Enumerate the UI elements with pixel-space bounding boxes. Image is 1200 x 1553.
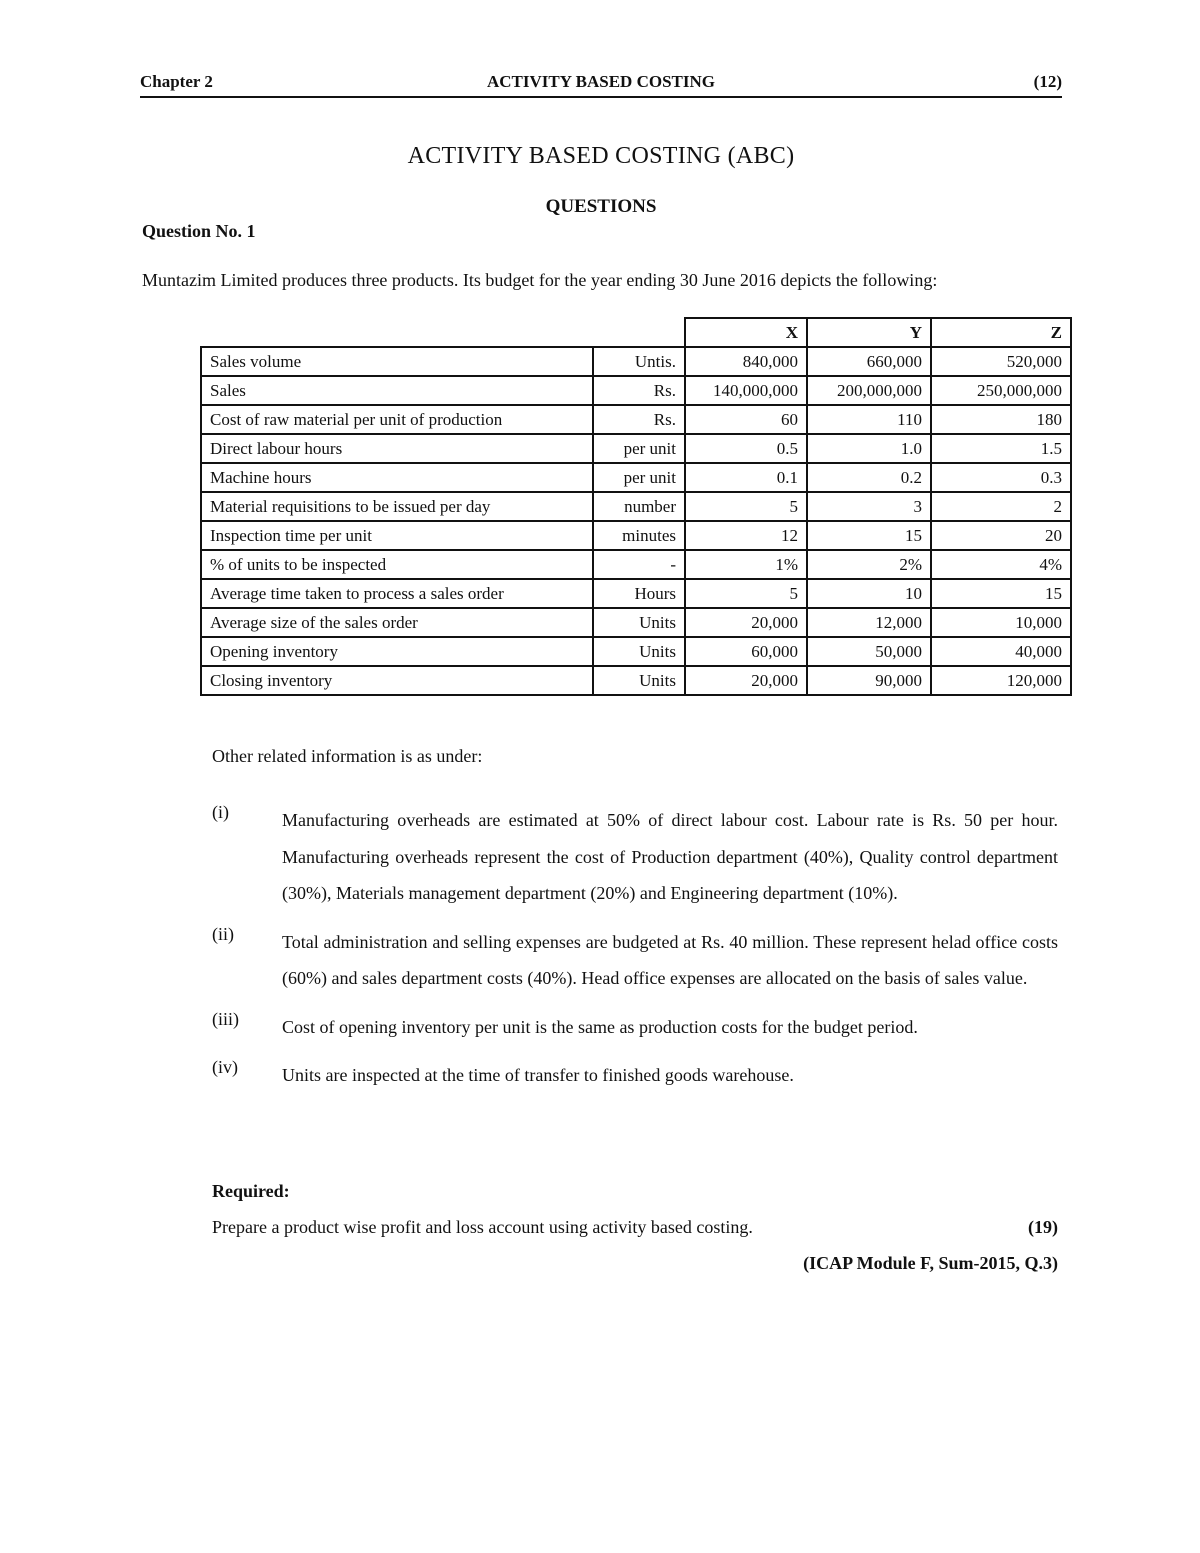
cell-y: 0.2: [807, 463, 931, 492]
row-label: Sales volume: [201, 347, 593, 376]
question-label: Question No. 1: [142, 221, 256, 241]
cell-x: 60,000: [685, 637, 807, 666]
row-label: Average size of the sales order: [201, 608, 593, 637]
cell-x: 12: [685, 521, 807, 550]
list-item-marker: (i): [212, 802, 229, 822]
list-item-marker: (iii): [212, 1008, 239, 1029]
question-source: (ICAP Module F, Sum-2015, Q.3): [803, 1253, 1058, 1273]
cell-z: 120,000: [931, 666, 1071, 695]
table-row: [201, 434, 1071, 463]
row-unit: Rs.: [593, 376, 685, 405]
cell-x: 0.5: [685, 434, 807, 463]
cell-y: 660,000: [807, 347, 931, 376]
row-label: % of units to be inspected: [201, 550, 593, 579]
required-text: Prepare a product wise profit and loss account using activity based costing.: [212, 1217, 753, 1237]
table-row: [201, 376, 1071, 405]
intro-paragraph: Muntazim Limited produces three products. Its budget for the year ending 30 June 2016 depicts the following:: [142, 270, 938, 290]
list-item: [212, 1009, 1058, 1046]
budget-table: [200, 317, 1072, 696]
cell-x: 20,000: [685, 608, 807, 637]
list-item-text: Total administration and selling expenses are budgeted at Rs. 40 million. These represent helad office costs (60%) and sales department costs (40%). Head office expenses are allocated on the basis of sales value.: [282, 931, 1058, 988]
cell-z: 180: [931, 405, 1071, 434]
row-label: Inspection time per unit: [201, 521, 593, 550]
row-unit: per unit: [593, 434, 685, 463]
list-item-text: Manufacturing overheads are estimated at 50% of direct labour cost. Labour rate is Rs. 50 per hour. Manufacturing overheads represent the cost of Production department (40%), Quality control department (30%), Materials management department (20%) and Engineering department (10%).: [282, 810, 1058, 903]
cell-y: 90,000: [807, 666, 931, 695]
column-header-z: Z: [931, 318, 1071, 347]
cell-x: 0.1: [685, 463, 807, 492]
cell-x: 20,000: [685, 666, 807, 695]
row-label: Direct labour hours: [201, 434, 593, 463]
row-label: Machine hours: [201, 463, 593, 492]
cell-z: 1.5: [931, 434, 1071, 463]
row-unit: Units: [593, 608, 685, 637]
row-unit: Units: [593, 666, 685, 695]
cell-z: 15: [931, 579, 1071, 608]
cell-y: 110: [807, 405, 931, 434]
cell-x: 840,000: [685, 347, 807, 376]
cell-y: 12,000: [807, 608, 931, 637]
table-row: [201, 666, 1071, 695]
section-title: QUESTIONS: [545, 196, 657, 217]
row-label: Material requisitions to be issued per day: [201, 492, 593, 521]
table-header-blank: [201, 318, 593, 347]
table-row: [201, 608, 1071, 637]
column-header-y: Y: [807, 318, 931, 347]
row-label: Cost of raw material per unit of production: [201, 405, 593, 434]
cell-z: 20: [931, 521, 1071, 550]
list-item: [212, 924, 1058, 997]
list-item-text: Cost of opening inventory per unit is the same as production costs for the budget period.: [282, 1016, 918, 1037]
row-unit: number: [593, 492, 685, 521]
table-row: [201, 405, 1071, 434]
cell-y: 15: [807, 521, 931, 550]
list-item-marker: (iv): [212, 1057, 238, 1077]
cell-y: 200,000,000: [807, 376, 931, 405]
cell-y: 2%: [807, 550, 931, 579]
cell-x: 5: [685, 579, 807, 608]
row-label: Sales: [201, 376, 593, 405]
cell-x: 140,000,000: [685, 376, 807, 405]
table-row: [201, 492, 1071, 521]
row-unit: -: [593, 550, 685, 579]
list-item-text: Units are inspected at the time of transfer to finished goods warehouse.: [282, 1065, 794, 1085]
other-info-label: Other related information is as under:: [212, 746, 483, 766]
list-item-marker: (ii): [212, 923, 234, 944]
cell-x: 60: [685, 405, 807, 434]
cell-z: 10,000: [931, 608, 1071, 637]
cell-y: 1.0: [807, 434, 931, 463]
page-header: [140, 70, 1062, 98]
table-body: [201, 347, 1071, 695]
cell-z: 4%: [931, 550, 1071, 579]
chapter-topic: ACTIVITY BASED COSTING: [487, 72, 715, 91]
column-header-x: X: [685, 318, 807, 347]
row-label: Closing inventory: [201, 666, 593, 695]
cell-z: 250,000,000: [931, 376, 1071, 405]
cell-x: 1%: [685, 550, 807, 579]
row-unit: Hours: [593, 579, 685, 608]
table-row: [201, 347, 1071, 376]
required-text-row: [212, 1217, 1058, 1238]
table-row: [201, 637, 1071, 666]
row-label: Average time taken to process a sales order: [201, 579, 593, 608]
list-item: [212, 802, 1058, 912]
list-item: [212, 1057, 1058, 1094]
info-list: [212, 802, 1058, 1106]
cell-z: 2: [931, 492, 1071, 521]
table-row: [201, 579, 1071, 608]
cell-x: 5: [685, 492, 807, 521]
row-unit: Rs.: [593, 405, 685, 434]
cell-y: 3: [807, 492, 931, 521]
row-unit: Units: [593, 637, 685, 666]
marks: (19): [1028, 1217, 1058, 1237]
page-number: (12): [1033, 72, 1062, 91]
required-label: Required:: [212, 1181, 290, 1201]
table-row: [201, 550, 1071, 579]
page-title: ACTIVITY BASED COSTING (ABC): [407, 143, 795, 169]
row-label: Opening inventory: [201, 637, 593, 666]
cell-z: 520,000: [931, 347, 1071, 376]
table-row: [201, 463, 1071, 492]
cell-z: 40,000: [931, 637, 1071, 666]
chapter-label: Chapter 2: [140, 72, 213, 91]
table-header-row: [201, 318, 1071, 347]
row-unit: Untis.: [593, 347, 685, 376]
cell-y: 50,000: [807, 637, 931, 666]
cell-y: 10: [807, 579, 931, 608]
table-header-blank: [593, 318, 685, 347]
cell-z: 0.3: [931, 463, 1071, 492]
row-unit: per unit: [593, 463, 685, 492]
row-unit: minutes: [593, 521, 685, 550]
table-row: [201, 521, 1071, 550]
